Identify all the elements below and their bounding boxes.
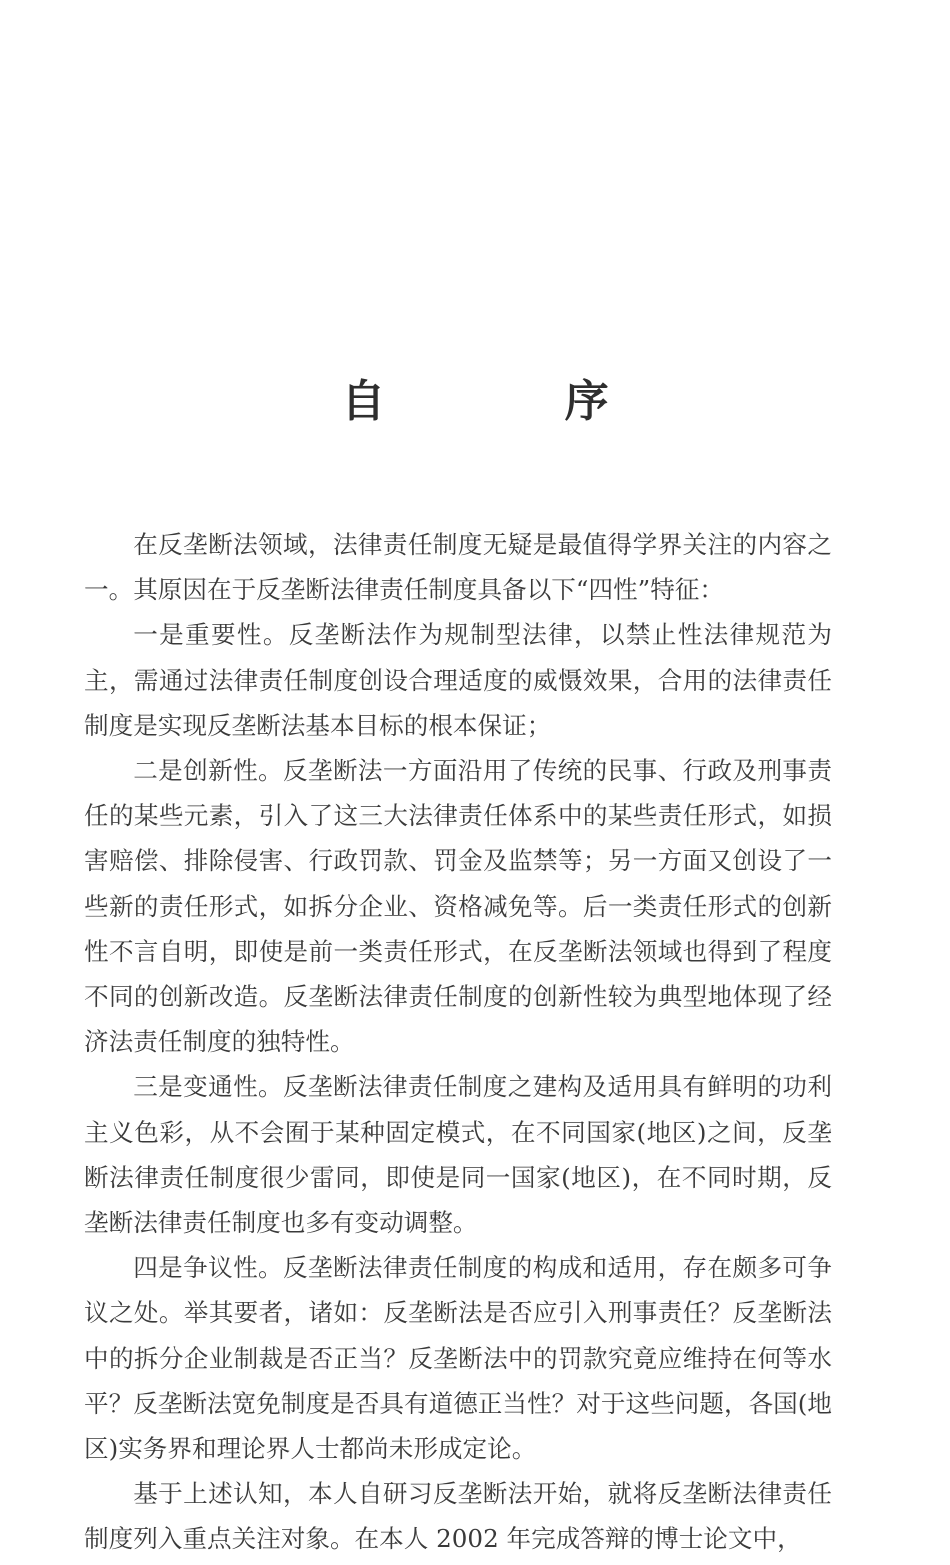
paragraph-controversy: 四是争议性。反垄断法律责任制度的构成和适用，存在颇多可争议之处。举其要者，诸如：反垄断法是否应引入刑事责任？反垄断法中的拆分企业制裁是否正当？反垄断法中的罚款究竟应维持在何等水平？反垄断法宽免制度是否具有道德正当性？对于这些问题，各国(地区)实务界和理论界人士都尚未形成定论。 bbox=[84, 1253, 832, 1464]
paragraph-importance: 一是重要性。反垄断法作为规制型法律，以禁止性法律规范为主，需通过法律责任制度创设合理适度的威慑效果，合用的法律责任制度是实现反垄断法基本目标的根本保证； bbox=[84, 620, 832, 740]
paragraph-flexibility: 三是变通性。反垄断法律责任制度之建构及适用具有鲜明的功利主义色彩，从不会囿于某种固定模式，在不同国家(地区)之间，反垄断法律责任制度很少雷同，即使是同一国家(地区)，在不同时期，反垄断法律责任制度也多有变动调整。 bbox=[84, 1072, 832, 1238]
paragraph-intro: 在反垄断法领域，法律责任制度无疑是最值得学界关注的内容之一。其原因在于反垄断法律责任制度具备以下“四性”特征： bbox=[84, 530, 832, 605]
page-title: 自 序 bbox=[341, 376, 691, 427]
paragraph-research: 基于上述认知，本人自研习反垄断法开始，就将反垄断法律责任制度列入重点关注对象。在本人 2002 年完成答辩的博士论文中， bbox=[84, 1479, 832, 1554]
body-text bbox=[84, 522, 832, 1562]
paragraph-innovation: 二是创新性。反垄断法一方面沿用了传统的民事、行政及刑事责任的某些元素，引入了这三大法律责任体系中的某些责任形式，如损害赔偿、排除侵害、行政罚款、罚金及监禁等；另一方面又创设了一些新的责任形式，如拆分企业、资格减免等。后一类责任形式的创新性不言自明，即使是前一类责任形式，在反垄断法领域也得到了程度不同的创新改造。反垄断法律责任制度的创新性较为典型地体现了经济法责任制度的独特性。 bbox=[84, 756, 832, 1057]
